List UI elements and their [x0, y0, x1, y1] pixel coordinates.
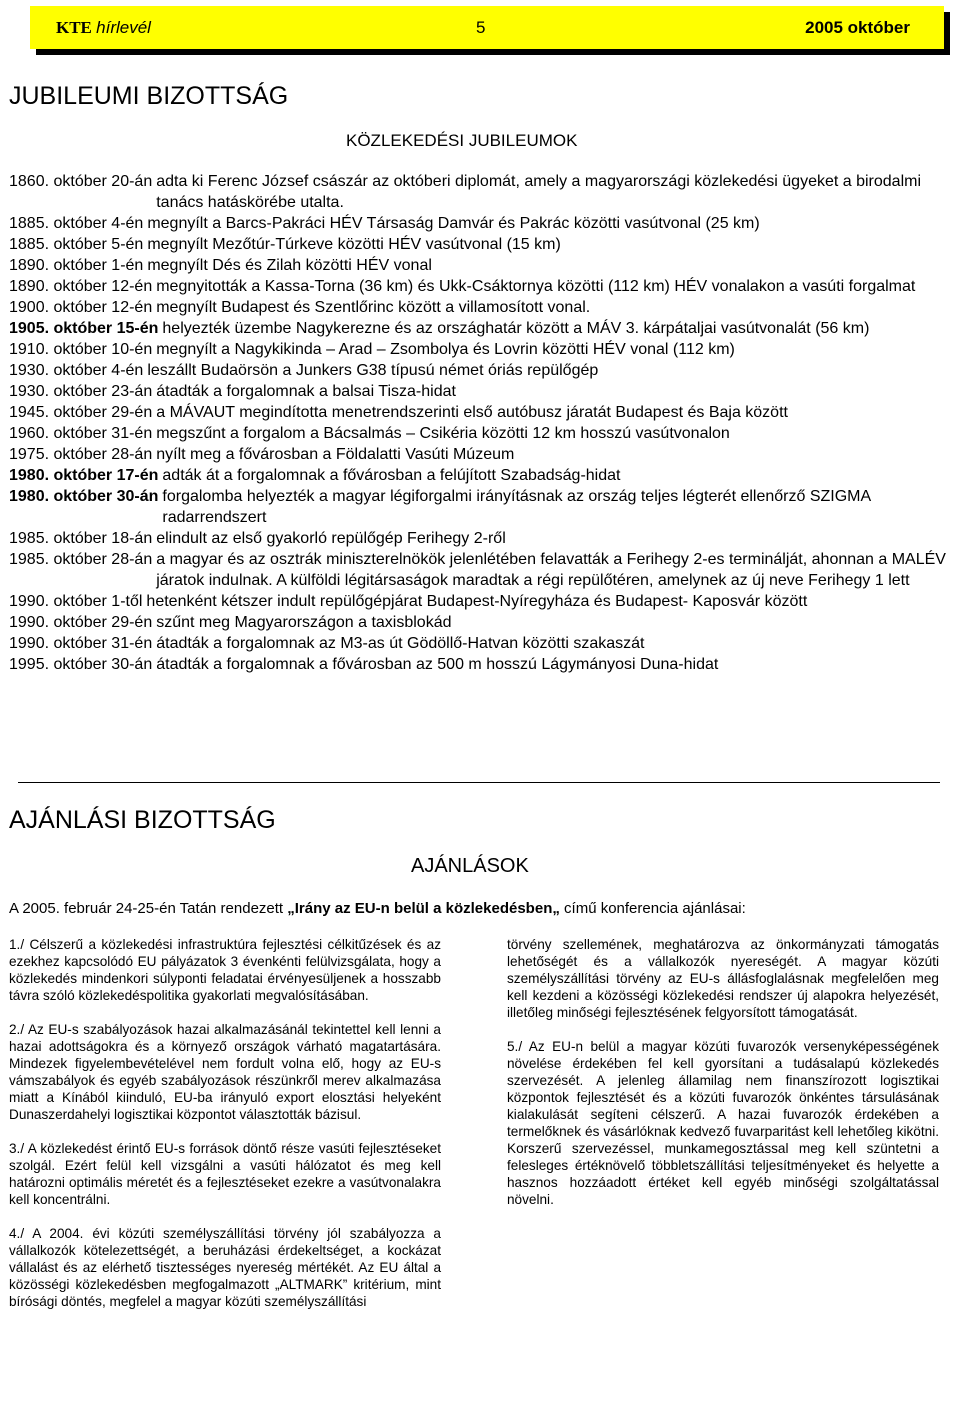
newsletter-header: [30, 6, 944, 49]
jubilee-timeline: [9, 171, 949, 675]
recommendations-column-right: [507, 936, 939, 1225]
timeline-date: 1860. október 20-án: [9, 173, 153, 190]
timeline-date: 1930. október 23-án: [9, 383, 153, 400]
newsletter-brand: KTE hírlevél: [56, 18, 151, 37]
timeline-text: adták át a forgalomnak a fővárosban a felújított Szabadság-hidat: [162, 467, 621, 484]
timeline-date: 1990. október 29-én: [9, 614, 153, 631]
issue-date: 2005 október: [805, 18, 910, 37]
timeline-entry: [9, 213, 949, 234]
timeline-entry: [9, 549, 949, 591]
conference-intro: A 2005. február 24-25-én Tatán rendezett „Irány az EU-n belül a közlekedésben„ című konferencia ajánlásai:: [9, 900, 746, 917]
timeline-text: nyílt meg a fővárosban a Földalatti Vasúti Múzeum: [156, 446, 515, 463]
timeline-date: 1985. október 18-án: [9, 530, 153, 547]
section-title-ajanlasi: AJÁNLÁSI BIZOTTSÁG: [9, 806, 276, 834]
timeline-entry: [9, 444, 949, 465]
timeline-text: megnyílt a Barcs-Pakráci HÉV Társaság Damvár és Pakrác közötti vasútvonal (25 km): [147, 215, 760, 232]
recommendation-paragraph: 3./ A közlekedést érintő EU-s források döntő része vasúti fejlesztéseket szolgál. Ezért felül kell vizsgálni a vasúti hálózatot és meg kell határozni optimális méretét és a fejlesztéseket ezekre a vasútvonalakra kell koncentrálni.: [9, 1141, 441, 1207]
timeline-date: 1995. október 30-án: [9, 656, 153, 673]
timeline-text: leszállt Budaörsön a Junkers G38 típusú német óriás repülőgép: [147, 362, 599, 379]
timeline-entry: [9, 612, 949, 633]
timeline-date: 1885. október 4-én: [9, 215, 144, 232]
timeline-text: átadták a forgalomnak az M3-as út Gödöllő-Hatvan közötti szakaszát: [156, 635, 645, 652]
timeline-text: átadták a forgalomnak a fővárosban az 500 m hosszú Lágymányosi Duna-hidat: [156, 656, 719, 673]
timeline-date: 1890. október 12-én: [9, 278, 153, 295]
timeline-text: megnyílt Dés és Zilah közötti HÉV vonal: [147, 257, 432, 274]
timeline-date: 1990. október 1-től: [9, 593, 143, 610]
timeline-text: forgalomba helyezték a magyar légiforgalmi irányításnak az ország teljes légterét ellenőrző SZIGMA radarrendszert: [162, 488, 871, 526]
timeline-entry: [9, 654, 949, 675]
timeline-entry: [9, 276, 949, 297]
timeline-text: megnyitották a Kassa-Torna (36 km) és Ukk-Csáktornya közötti (112 km) HÉV vonalakon a vasúti forgalmat: [156, 278, 916, 295]
timeline-entry: [9, 402, 949, 423]
recommendation-paragraph: 2./ Az EU-s szabályozások hazai alkalmazásánál tekintettel kell lenni a hazai adottságokra és a környező országok várható magatartására. Mindezek figyelembevételével nem fordult volna elő, hogy az EU-s vámszabályok és egyéb szabályozások részünkről merev alkalmazása miatt a Kínából kiinduló, EU-ba irányuló export elosztási helyeként Dunaszerdahelyi logisztikai központot választották bázisul.: [9, 1022, 441, 1122]
timeline-date: 1985. október 28-án: [9, 551, 153, 568]
timeline-text: megszűnt a forgalom a Bácsalmás – Csikéria közötti 12 km hosszú vasútvonalon: [156, 425, 730, 442]
timeline-entry: [9, 360, 949, 381]
timeline-date: 1910. október 10-én: [9, 341, 153, 358]
subtitle-kozlekedesi-jubileumok: KÖZLEKEDÉSI JUBILEUMOK: [346, 131, 578, 150]
timeline-date: 1990. október 31-én: [9, 635, 153, 652]
section-divider: [18, 782, 940, 783]
timeline-entry: [9, 318, 949, 339]
timeline-date: 1980. október 17-én: [9, 467, 159, 484]
timeline-entry: [9, 486, 949, 528]
timeline-entry: [9, 234, 949, 255]
timeline-entry: [9, 171, 949, 213]
timeline-date: 1960. október 31-én: [9, 425, 153, 442]
timeline-entry: [9, 633, 949, 654]
timeline-text: elindult az első gyakorló repülőgép Ferihegy 2-ről: [156, 530, 506, 547]
timeline-date: 1900. október 12-én: [9, 299, 153, 316]
timeline-text: megnyílt a Nagykikinda – Arad – Zsombolya és Lovrin közötti HÉV vonal (112 km): [156, 341, 735, 358]
recommendation-paragraph: törvény szellemének, meghatározva az önkormányzati támogatás lehetőségét és a vállalkozók nyereségét. A magyar közúti személyszállítási törvény az EU-s állásfoglalásnak megfelelően meg kell kezdeni a közösségi közlekedési rendszer új alapokra helyezését, illetőleg minőségi fejlesztésének felgyorsított támogatását.: [507, 937, 939, 1020]
timeline-date: 1980. október 30-án: [9, 488, 159, 505]
page-number: 5: [476, 18, 486, 37]
timeline-entry: [9, 297, 949, 318]
timeline-text: megnyílt Budapest és Szentlőrinc között a villamosított vonal.: [156, 299, 591, 316]
timeline-date: 1975. október 28-án: [9, 446, 153, 463]
timeline-date: 1905. október 15-én: [9, 320, 159, 337]
timeline-text: átadták a forgalomnak a balsai Tisza-hidat: [156, 383, 456, 400]
timeline-entry: [9, 591, 949, 612]
timeline-date: 1885. október 5-én: [9, 236, 144, 253]
recommendation-paragraph: 5./ Az EU-n belül a magyar közúti fuvarozók versenyképességének növelése érdekében fel kell gyorsítani a tudásalapú közlekedés szervezését. A jelenleg államilag nem finanszírozott logisztikai központok fejlesztését és a közúti fuvarozók önkéntes társulásának kialakulását segíteni célszerű. A hazai fuvarozók érdekében a termelőknek és vásárlóknak kedvező fuvarparitást kell lehetőleg kikötni. Korszerű szervezéssel, munkamegosztással meg kell szüntetni a felesleges értéknövelő többletszállítási teljesítményeket és helyette a hasznos hozzáadott értéket kell egyéb minőségi szolgáltatással növelni.: [507, 1039, 939, 1207]
timeline-date: 1945. október 29-én: [9, 404, 153, 421]
timeline-entry: [9, 423, 949, 444]
recommendation-paragraph: 4./ A 2004. évi közúti személyszállítási törvény jól szabályozza a vállalkozók kötelezettségét, a beruházási érdekeltséget, a kockázat vállalást és az elérhető tisztességes nyereség mértékét. Az EU által a közösségi közlekedésben megfogalmazott „ALTMARK” kritérium, mint bírósági döntés, megfelel a magyar közúti személyszállítási: [9, 1226, 441, 1309]
timeline-text: megnyílt Mezőtúr-Túrkeve közötti HÉV vasútvonal (15 km): [147, 236, 561, 253]
timeline-text: helyezték üzembe Nagykerezne és az országhatár között a MÁV 3. kárpátaljai vasútvonalát (56 km): [162, 320, 870, 337]
section-title-jubileumi: JUBILEUMI BIZOTTSÁG: [9, 82, 289, 110]
timeline-text: a MÁVAUT megindította menetrendszerinti első autóbusz járatát Budapest és Baja között: [156, 404, 788, 421]
timeline-entry: [9, 528, 949, 549]
timeline-date: 1890. október 1-én: [9, 257, 144, 274]
recommendation-paragraph: 1./ Célszerű a közlekedési infrastruktúra fejlesztési célkitűzések és az ezekhez kapcsolódó EU pályázatok 3 évenkénti felülvizsgálata, hogy a közlekedés mindenkori súlyponti feladatai érvényesüljenek a hosszabb távra szóló közlekedéspolitika gyakorlati megvalósításában.: [9, 937, 441, 1003]
timeline-text: a magyar és az osztrák miniszterelnökök jelenlétében felavatták a Ferihegy 2-es terminálját, ahonnan a MALÉV járatok indulnak. A külföldi légitársaságok maradtak a régi repülőtéren, amelynek az új neve Ferihegy 1 lett: [156, 551, 946, 589]
timeline-text: hetenként kétszer indult repülőgépjárat Budapest-Nyíregyháza és Budapest- Kaposvár között: [146, 593, 808, 610]
recommendations-column-left: [9, 936, 441, 1327]
subtitle-ajanlasok: AJÁNLÁSOK: [411, 855, 529, 877]
timeline-date: 1930. október 4-én: [9, 362, 144, 379]
timeline-entry: [9, 381, 949, 402]
timeline-entry: [9, 465, 949, 486]
timeline-text: szűnt meg Magyarországon a taxisblokád: [156, 614, 452, 631]
timeline-entry: [9, 339, 949, 360]
timeline-text: adta ki Ferenc József császár az októberi diplomát, amely a magyarországi közlekedési ügyeket a birodalmi tanács hatáskörébe utalta.: [156, 173, 922, 211]
timeline-entry: [9, 255, 949, 276]
